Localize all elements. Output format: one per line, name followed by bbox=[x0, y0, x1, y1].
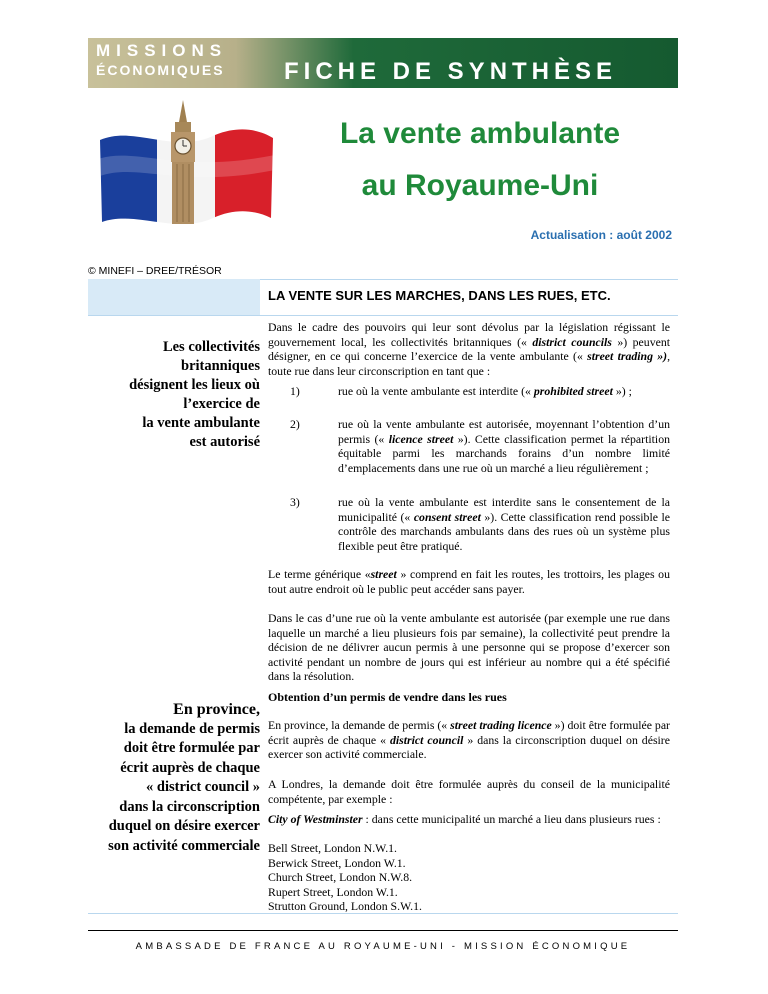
sidebar-line: écrit auprès de chaque bbox=[120, 759, 260, 776]
term: City of Westminster bbox=[268, 812, 363, 826]
update-date: Actualisation : août 2002 bbox=[530, 228, 672, 242]
intro-paragraph bbox=[268, 320, 670, 378]
item-number: 1) bbox=[290, 384, 300, 398]
clock-tower-icon bbox=[171, 100, 195, 224]
text: ») doit être formulée par écrit auprès de chaque « bbox=[268, 718, 670, 747]
brand-line2: ÉCONOMIQUES bbox=[96, 62, 225, 78]
list-item: Rupert Street, London W.1. bbox=[268, 884, 398, 899]
term: consent street bbox=[413, 509, 481, 524]
text: Dans le cadre des pouvoirs qui leur sont dévolus par la législation régissant le gouvernement local, les collectivités britanniques (« bbox=[268, 320, 670, 349]
sidebar-line: doit être formulée par bbox=[123, 740, 260, 756]
text: En province, la demande de permis (« bbox=[268, 718, 451, 732]
item-number: 3) bbox=[290, 495, 300, 509]
section-heading: LA VENTE SUR LES MARCHES, DANS LES RUES, ETC. bbox=[268, 288, 611, 303]
sidebar-line: la demande de permis bbox=[124, 720, 260, 737]
text: »). Cette classification permet la répartition équitable parmi les marchands forains d’un nombre limité d’emplacements dans une rue où un marché a lieu régulièrement ; bbox=[338, 431, 670, 475]
text: Le terme générique « bbox=[268, 567, 371, 581]
text: : dans cette municipalité un marché a lieu dans plusieurs rues : bbox=[362, 812, 661, 826]
footer: AMBASSADE DE FRANCE AU ROYAUME-UNI - MISSION ÉCONOMIQUE bbox=[135, 941, 631, 952]
banner-title: FICHE DE SYNTHÈSE bbox=[284, 58, 618, 85]
text: A Londres, la demande doit être formulée auprès du conseil de la municipalité compétente, par exemple : bbox=[268, 777, 670, 806]
section-rule bbox=[88, 315, 678, 316]
street-list bbox=[268, 841, 422, 914]
text: ») peuvent désigner, en ce qui concerne l’exercice de la vente ambulante (« bbox=[268, 334, 670, 363]
street-definition-paragraph bbox=[268, 567, 670, 596]
text: »). Cette classification rend possible le contrôle des marchands ambulants dans des rues où un système plus flexible peut être pratiqué. bbox=[338, 509, 670, 553]
item-text bbox=[338, 495, 670, 553]
sidebar-line: britanniques bbox=[181, 358, 260, 374]
list-item: Church Street, London N.W.8. bbox=[268, 870, 413, 885]
licence-case-paragraph bbox=[268, 611, 670, 684]
item-text bbox=[338, 417, 670, 475]
copyright: © MINEFI – DREE/TRÉSOR bbox=[88, 265, 222, 277]
brand-logo bbox=[96, 42, 227, 77]
brand-line1: MISSIONS bbox=[96, 41, 228, 60]
westminster-paragraph bbox=[268, 812, 670, 827]
sidebar-summary-2 bbox=[108, 700, 260, 856]
text: ») ; bbox=[612, 384, 632, 398]
term: street bbox=[370, 567, 397, 581]
sidebar-line: la vente ambulante bbox=[142, 415, 260, 431]
sidebar-line: En province, bbox=[173, 701, 260, 718]
subheading: Obtention d’un permis de vendre dans les rues bbox=[268, 690, 507, 704]
sidebar-line: « district council » bbox=[146, 779, 260, 795]
page-title bbox=[290, 108, 670, 212]
list-item: Berwick Street, London W.1. bbox=[268, 855, 406, 870]
title-line1: La vente ambulante bbox=[339, 117, 621, 150]
term: prohibited street bbox=[533, 384, 613, 398]
footer-rule bbox=[88, 930, 678, 931]
text: Dans le cas d’une rue où la vente ambulante est autorisée (par exemple une rue dans laquelle un marché a lieu plusieurs fois par semaine), la collectivité peut prendre la décision de ne délivrer aucun permis à une personne qui se propose d’exercer son activité pendant un nombre de jours qui est inférieur au nombre qui a été spécifié dans la résolution. bbox=[268, 611, 670, 683]
bottom-rule bbox=[88, 913, 678, 914]
term: street trading licence bbox=[450, 718, 552, 732]
text: » dans la circonscription duquel on désire exercer son activité commerciale. bbox=[268, 732, 670, 761]
sidebar-line: est autorisé bbox=[189, 434, 260, 450]
sidebar-line: son activité commerciale bbox=[108, 837, 260, 854]
sidebar-line: duquel on désire exercer bbox=[108, 818, 260, 834]
text: » comprend en fait les routes, les trottoirs, les plages ou tout autre endroit où le public peut accéder sans payer. bbox=[268, 567, 670, 596]
flag-big-ben-illustration bbox=[95, 100, 275, 240]
term: district councils bbox=[532, 334, 612, 349]
text: rue où la vente ambulante est interdite sans le consentement de la municipalité (« bbox=[338, 495, 670, 524]
term: district council bbox=[389, 732, 464, 747]
sidebar-line: désignent les lieux où bbox=[129, 377, 260, 393]
text: rue où la vente ambulante est interdite (« bbox=[338, 384, 534, 398]
list-item: Bell Street, London N.W.1. bbox=[268, 841, 397, 855]
item-number: 2) bbox=[290, 417, 300, 431]
item-text bbox=[338, 384, 670, 399]
title-line2: au Royaume-Uni bbox=[361, 169, 599, 202]
sidebar-line: Les collectivités bbox=[162, 339, 260, 355]
london-paragraph bbox=[268, 777, 670, 806]
province-paragraph bbox=[268, 718, 670, 762]
text: , toute rue dans leur circonscription en tant que : bbox=[268, 349, 671, 378]
term: licence street bbox=[388, 431, 454, 446]
sidebar-line: l’exercice de bbox=[183, 396, 260, 412]
list-item: Strutton Ground, London S.W.1. bbox=[268, 899, 422, 914]
side-band bbox=[88, 279, 260, 315]
sidebar-summary-1 bbox=[129, 338, 260, 452]
text: rue où la vente ambulante est autorisée, moyennant l’obtention d’un permis (« bbox=[338, 417, 670, 446]
term: street trading ») bbox=[587, 349, 668, 363]
sidebar-line: dans la circonscription bbox=[119, 798, 260, 815]
